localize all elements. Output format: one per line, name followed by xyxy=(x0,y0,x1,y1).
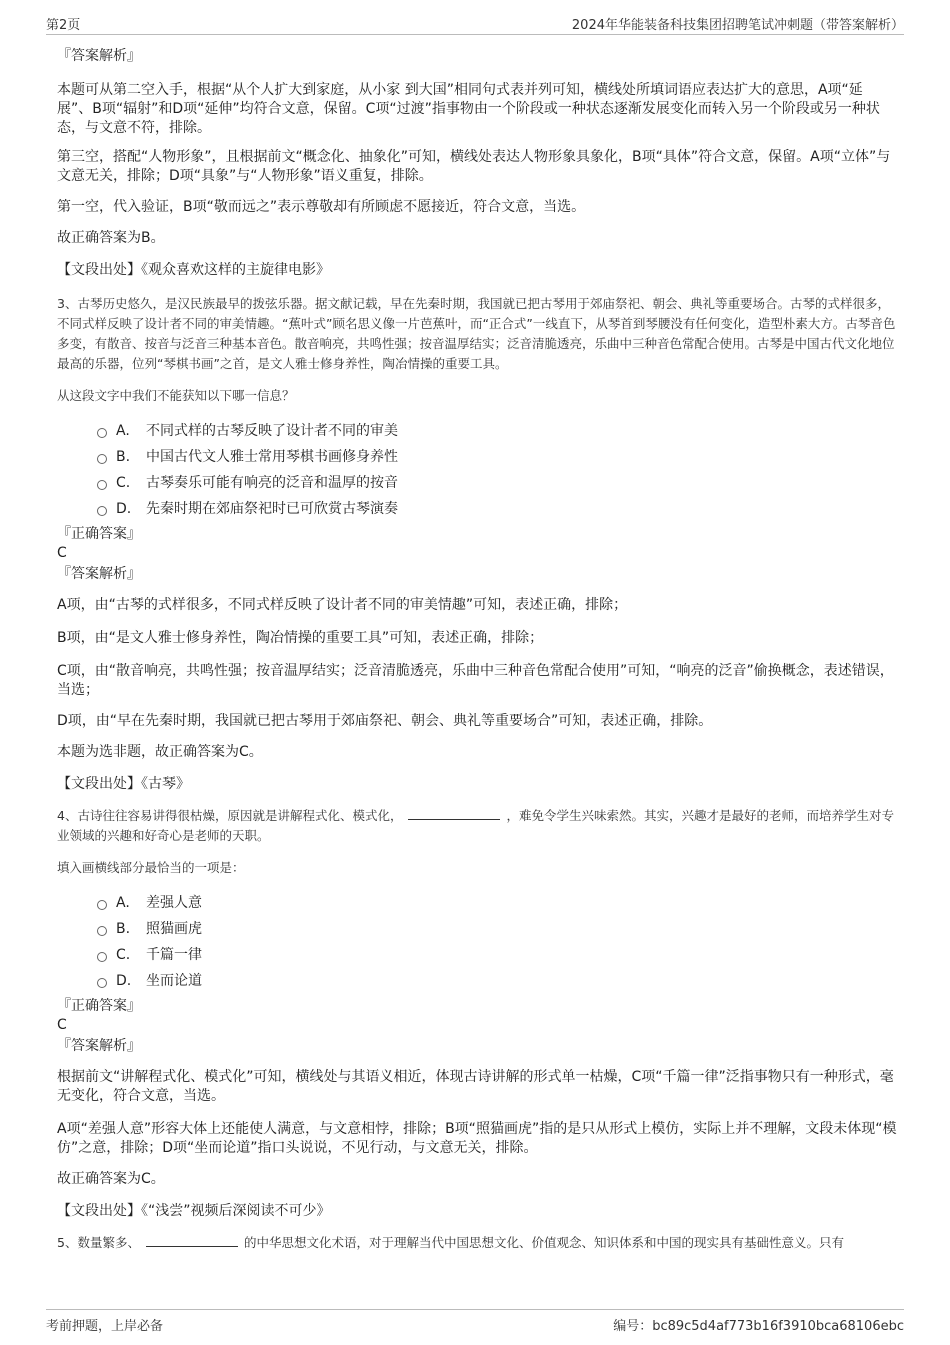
analysis-paragraph: B项，由“是文人雅士修身养性，陶冶情操的重要工具”可知，表述正确，排除； xyxy=(57,630,544,646)
question-prompt: 从这段文字中我们不能获知以下哪一信息？ xyxy=(57,388,295,403)
question-passage xyxy=(57,806,898,846)
radio-icon[interactable] xyxy=(97,480,107,490)
option-letter: D. xyxy=(116,501,132,517)
option-text: 古琴奏乐可能有响亮的泛音和温厚的按音 xyxy=(146,475,398,491)
page-header xyxy=(46,12,904,35)
analysis-label: 『答案解析』 xyxy=(57,48,141,64)
option-c[interactable] xyxy=(97,470,898,496)
option-text: 坐而论道 xyxy=(146,973,202,989)
option-letter: C. xyxy=(116,947,131,963)
radio-icon[interactable] xyxy=(97,926,107,936)
radio-icon[interactable] xyxy=(97,900,107,910)
question-passage: 3、古琴历史悠久，是汉民族最早的拨弦乐器。据文献记载，早在先秦时期，我国就已把古琴用于郊庙祭祀、朝会、典礼等重要场合。古琴的式样很多，不同式样反映了设计者不同的审美情趣。“蕉叶式”顾名思义像一片芭蕉叶，而“正合式”一线直下，从琴首到琴腰没有任何变化，造型朴素大方。古琴音色多变，有散音、按音与泛音三种基本音色。散音响亮，共鸣性强；按音温厚结实；泛音清脆透亮，乐曲中三种音色常配合使用。古琴是中国古代文化地位最高的乐器，位列“琴棋书画”之首，是文人雅士修身养性，陶冶情操的重要工具。 xyxy=(57,296,896,371)
document-title: 2024年华能装备科技集团招聘笔试冲刺题（带答案解析） xyxy=(571,18,904,33)
passage-part: 4、古诗往往容易讲得很枯燥，原因就是讲解程式化、模式化， xyxy=(57,808,403,823)
option-list xyxy=(57,418,898,522)
analysis-paragraph: 第一空，代入验证，B项“敬而远之”表示尊敬却有所顾虑不愿接近，符合文意，当选。 xyxy=(57,199,586,215)
option-letter: D. xyxy=(116,973,132,989)
radio-icon[interactable] xyxy=(97,506,107,516)
source-label: 【文段出处】《古琴》 xyxy=(57,776,190,792)
option-b[interactable] xyxy=(97,444,898,470)
option-text: 中国古代文人雅士常用琴棋书画修身养性 xyxy=(146,449,398,465)
fill-blank xyxy=(146,1234,238,1247)
option-text: 不同式样的古琴反映了设计者不同的审美 xyxy=(146,423,398,439)
option-a[interactable] xyxy=(97,418,898,444)
radio-icon[interactable] xyxy=(97,952,107,962)
option-c[interactable] xyxy=(97,942,898,968)
analysis-label: 『答案解析』 xyxy=(57,1038,141,1054)
correct-answer-label: 『正确答案』 xyxy=(57,998,141,1014)
option-text: 照猫画虎 xyxy=(146,921,202,937)
footer-slogan: 考前押题，上岸必备 xyxy=(46,1319,164,1334)
page-number: 第2页 xyxy=(46,18,81,33)
question-prompt: 填入画横线部分最恰当的一项是： xyxy=(57,860,245,875)
analysis-paragraph: A项“差强人意”形容大体上还能使人满意，与文意相悖，排除；B项“照猫画虎”指的是只从形式上模仿，实际上并不理解，文段未体现“模仿”之意，排除；D项“坐而论道”指口头说说，不见行动，与文意无关，排除。 xyxy=(57,1121,897,1156)
source-label: 【文段出处】《“浅尝”视频后深阅读不可少》 xyxy=(57,1203,331,1219)
option-letter: B. xyxy=(116,449,131,465)
analysis-paragraph: 故正确答案为C。 xyxy=(57,1171,165,1187)
passage-part: ，难免令学生兴味索然。其实，兴趣才是最好的老师，而培养学生对专业领域的兴趣和好奇心是老师的天职。 xyxy=(57,808,894,843)
radio-icon[interactable] xyxy=(97,428,107,438)
radio-icon[interactable] xyxy=(97,454,107,464)
analysis-paragraph: 故正确答案为B。 xyxy=(57,230,165,246)
option-d[interactable] xyxy=(97,968,898,994)
option-b[interactable] xyxy=(97,916,898,942)
analysis-paragraph: A项，由“古琴的式样很多，不同式样反映了设计者不同的审美情趣”可知，表述正确，排除； xyxy=(57,597,628,613)
source-label: 【文段出处】《观众喜欢这样的主旋律电影》 xyxy=(57,262,330,278)
analysis-paragraph: C项，由“散音响亮，共鸣性强；按音温厚结实；泛音清脆透亮，乐曲中三种音色常配合使用”可知，“响亮的泛音”偷换概念，表述错误，当选； xyxy=(57,663,894,698)
option-text: 差强人意 xyxy=(146,895,202,911)
option-letter: C. xyxy=(116,475,131,491)
option-letter: B. xyxy=(116,921,131,937)
correct-answer-value: C xyxy=(57,1017,67,1033)
document-id: 编号：bc89c5d4af773b16f3910bca68106ebc xyxy=(613,1319,904,1334)
option-text: 先秦时期在郊庙祭祀时已可欣赏古琴演奏 xyxy=(146,501,398,517)
radio-icon[interactable] xyxy=(97,978,107,988)
analysis-paragraph: 本题可从第二空入手，根据“从个人扩大到家庭，从小家 到大国”相同句式表并列可知，横线处所填词语应表达扩大的意思，A项“延展”、B项“辐射”和D项“延伸”均符合文意，保留。C项“过渡”指事物由一个阶段或一种状态逐渐发展变化而转入另一个阶段或另一种状态，与文意不符，排除。 xyxy=(57,82,880,136)
page-footer xyxy=(46,1309,904,1336)
analysis-paragraph: 根据前文“讲解程式化、模式化”可知，横线处与其语义相近，体现古诗讲解的形式单一枯燥，C项“千篇一律”泛指事物只有一种形式，毫无变化，符合文意，当选。 xyxy=(57,1069,894,1104)
analysis-label: 『答案解析』 xyxy=(57,566,141,582)
page-content xyxy=(57,46,898,1253)
option-a[interactable] xyxy=(97,890,898,916)
option-list xyxy=(57,890,898,994)
question-passage xyxy=(57,1233,898,1253)
fill-blank xyxy=(408,807,500,820)
analysis-paragraph: 本题为选非题，故正确答案为C。 xyxy=(57,744,263,760)
option-letter: A. xyxy=(116,895,130,911)
option-letter: A. xyxy=(116,423,130,439)
correct-answer-value: C xyxy=(57,545,67,561)
option-text: 千篇一律 xyxy=(146,947,202,963)
passage-part: 的中华思想文化术语，对于理解当代中国思想文化、价值观念、知识体系和中国的现实具有基础性意义。只有 xyxy=(243,1235,844,1250)
analysis-paragraph: D项，由“早在先秦时期，我国就已把古琴用于郊庙祭祀、朝会、典礼等重要场合”可知，表述正确，排除。 xyxy=(57,713,713,729)
passage-part: 5、数量繁多、 xyxy=(57,1235,140,1250)
option-d[interactable] xyxy=(97,496,898,522)
correct-answer-label: 『正确答案』 xyxy=(57,526,141,542)
analysis-paragraph: 第三空，搭配“人物形象”，且根据前文“概念化、抽象化”可知，横线处表达人物形象具象化，B项“具体”符合文意，保留。A项“立体”与文意无关，排除；D项“具象”与“人物形象”语义重复，排除。 xyxy=(57,149,891,184)
